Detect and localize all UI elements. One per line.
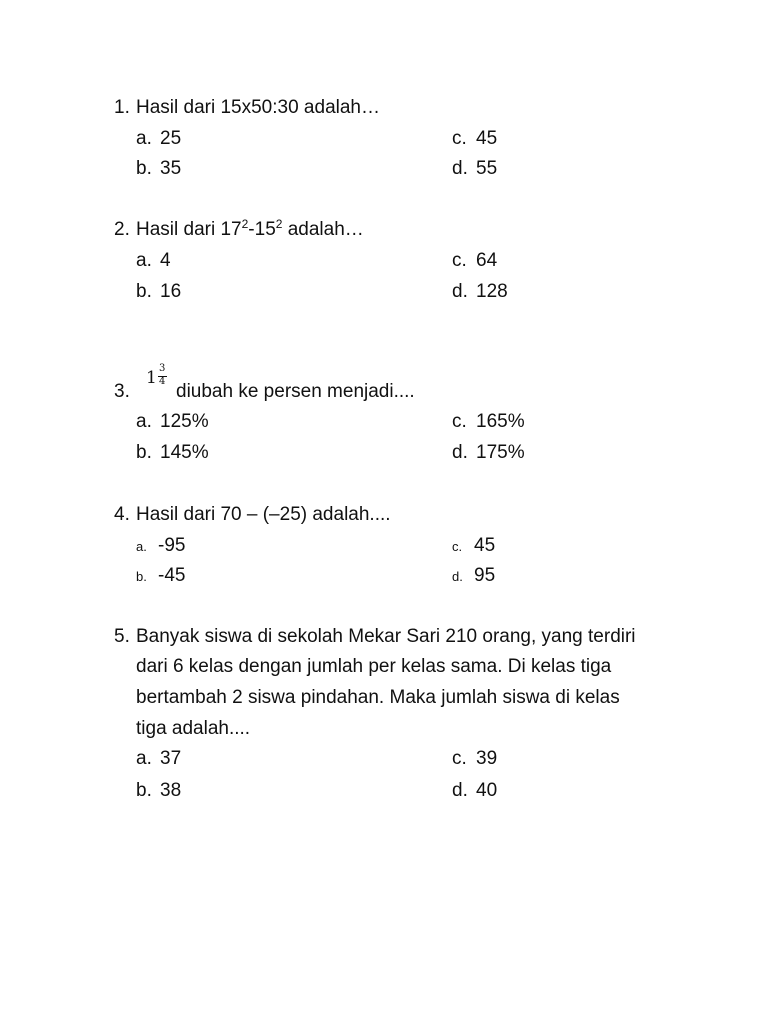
- option-value: 16: [160, 281, 182, 302]
- question-5-line-2: dari 6 kelas dengan jumlah per kelas sama. Di kelas tiga: [136, 656, 612, 677]
- question-1-option-c: [452, 127, 497, 151]
- question-4-option-a: [136, 534, 185, 558]
- option-letter: c.: [452, 128, 467, 149]
- question-1-option-b: [136, 157, 181, 181]
- option-value: 64: [476, 250, 498, 271]
- question-3-text: diubah ke persen menjadi....: [176, 381, 415, 402]
- question-5-line-1: Banyak siswa di sekolah Mekar Sari 210 orang, yang terdiri: [136, 626, 636, 647]
- question-3-stem: [114, 380, 415, 404]
- question-3-option-c: [452, 410, 525, 434]
- question-1-option-a: [136, 127, 181, 151]
- question-4-option-d: [452, 564, 495, 588]
- option-value: 45: [476, 128, 498, 149]
- option-value: 175%: [476, 442, 525, 463]
- option-letter: a.: [136, 748, 152, 769]
- question-3-number: 3.: [114, 381, 130, 402]
- question-4-text: Hasil dari 70 – (–25) adalah....: [136, 504, 391, 525]
- question-5-option-c: [452, 747, 497, 771]
- option-letter: a.: [136, 128, 152, 149]
- option-letter: d.: [452, 442, 468, 463]
- question-4-stem: [114, 503, 391, 527]
- option-letter: c.: [452, 748, 467, 769]
- question-1-number: 1.: [114, 97, 130, 118]
- option-letter: a.: [136, 411, 152, 432]
- option-value: -45: [158, 565, 186, 586]
- option-value: 35: [160, 158, 182, 179]
- option-value: 39: [476, 748, 498, 769]
- option-value: 128: [476, 281, 508, 302]
- question-5-line-4: tiga adalah....: [136, 718, 251, 739]
- question-2-stem: [114, 218, 364, 242]
- question-5-option-d: [452, 779, 497, 803]
- question-5-stem: [114, 625, 636, 649]
- option-value: 37: [160, 748, 182, 769]
- option-value: 55: [476, 158, 498, 179]
- question-2-option-c: [452, 249, 497, 273]
- option-value: 125%: [160, 411, 209, 432]
- option-letter: d.: [452, 281, 468, 302]
- option-value: 25: [160, 128, 182, 149]
- question-5-line-3: bertambah 2 siswa pindahan. Maka jumlah siswa di kelas: [136, 687, 620, 708]
- question-5-number: 5.: [114, 626, 130, 647]
- option-letter: b.: [136, 442, 152, 463]
- question-2-number: 2.: [114, 219, 130, 240]
- option-value: 4: [160, 250, 171, 271]
- question-3-option-b: [136, 441, 209, 465]
- option-letter: d.: [452, 780, 468, 801]
- question-3-option-d: [452, 441, 525, 465]
- superscript: 2: [275, 217, 283, 231]
- option-letter: b.: [136, 281, 152, 302]
- fraction-numerator: 3: [159, 363, 166, 374]
- option-letter: d.: [452, 569, 463, 584]
- option-value: 165%: [476, 411, 525, 432]
- option-letter: a.: [136, 250, 152, 271]
- question-4-number: 4.: [114, 504, 130, 525]
- question-5-option-b: [136, 779, 181, 803]
- question-3-option-a: [136, 410, 209, 434]
- question-1-text: Hasil dari 15x50:30 adalah…: [136, 97, 380, 118]
- fraction-denominator: 4: [159, 376, 166, 387]
- option-letter: c.: [452, 539, 463, 554]
- question-2-option-d: [452, 280, 508, 304]
- question-2-text-post: adalah…: [282, 219, 364, 240]
- question-1-option-d: [452, 157, 497, 181]
- question-4-option-b: [136, 564, 185, 588]
- fraction-whole: 1: [146, 368, 157, 388]
- option-value: 38: [160, 780, 182, 801]
- option-value: 145%: [160, 442, 209, 463]
- question-2-text-mid: -15: [248, 219, 276, 240]
- option-value: 95: [474, 565, 496, 586]
- option-letter: a.: [136, 539, 147, 554]
- option-letter: b.: [136, 780, 152, 801]
- option-letter: d.: [452, 158, 468, 179]
- question-2-text-pre: Hasil dari 17: [136, 219, 242, 240]
- question-2-option-b: [136, 280, 181, 304]
- question-5-option-a: [136, 747, 181, 771]
- option-value: 45: [474, 535, 496, 556]
- question-1-stem: [114, 96, 380, 120]
- question-2-option-a: [136, 249, 171, 273]
- option-letter: c.: [452, 250, 467, 271]
- option-letter: b.: [136, 569, 147, 584]
- option-letter: b.: [136, 158, 152, 179]
- superscript: 2: [241, 217, 249, 231]
- option-letter: c.: [452, 411, 467, 432]
- option-value: 40: [476, 780, 498, 801]
- question-4-option-c: [452, 534, 495, 558]
- option-value: -95: [158, 535, 186, 556]
